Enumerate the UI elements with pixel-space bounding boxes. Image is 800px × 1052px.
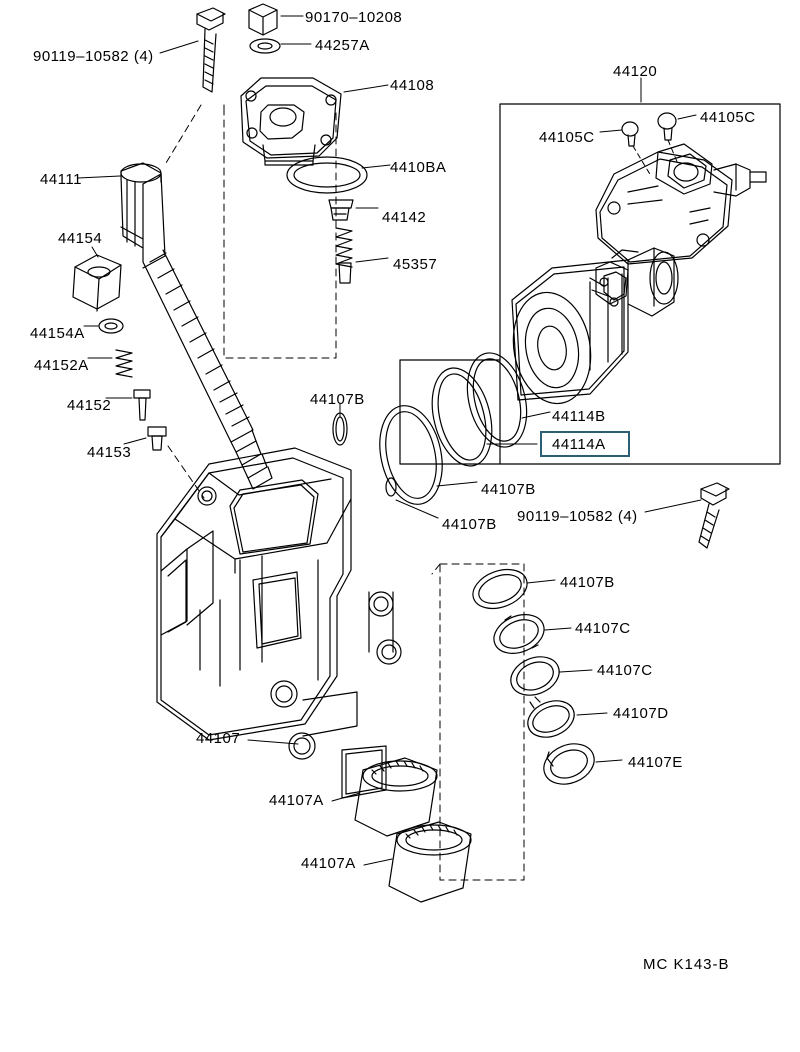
bolt-90119-10582-right: [699, 483, 729, 548]
part-44153-plug: [148, 427, 166, 450]
part-44152A-spring: [116, 350, 132, 377]
part-44107B-ring-small: [333, 413, 347, 445]
part-44120-piston: [505, 248, 678, 410]
oring-4410BA: [287, 157, 367, 193]
part-label-44107B-shaft: 44107B: [310, 391, 365, 408]
part-44154-bushing: [73, 255, 121, 311]
part-44114A-oring: [423, 362, 502, 473]
part-label-44107B-marker: 44107B: [442, 516, 497, 533]
part-44111-worm-shaft: [121, 163, 272, 489]
part-44107C-seal-1: [488, 608, 550, 661]
part-label-44107E: 44107E: [628, 754, 683, 771]
part-label-44108: 44108: [390, 77, 435, 94]
part-label-44107: 44107: [196, 730, 241, 747]
part-label-44152: 44152: [67, 397, 112, 414]
part-label-44114A: 44114A: [552, 436, 606, 453]
part-label-44153: 44153: [87, 444, 132, 461]
part-label-90119-10582-right: 90119–10582 (4): [517, 508, 638, 525]
part-label-90119-10582-top: 90119–10582 (4): [33, 48, 154, 65]
part-44107B-marker: [386, 478, 396, 496]
part-44108-cover: [241, 78, 341, 165]
part-44107E-seal: [538, 737, 600, 792]
plug-44142: [329, 200, 353, 220]
part-44154A-oring: [99, 319, 123, 333]
spring-45357: [336, 228, 352, 283]
part-label-44152A: 44152A: [34, 357, 89, 374]
part-label-44257A: 44257A: [315, 37, 370, 54]
part-label-44107B-kit: 44107B: [560, 574, 615, 591]
part-44105C-top: [658, 113, 676, 140]
part-label-44107C-1: 44107C: [575, 620, 631, 637]
part-label-44105C-left: 44105C: [539, 129, 595, 146]
part-44107A-bushing-1: [355, 758, 437, 836]
part-44107D-snap-ring: [522, 694, 579, 744]
part-label-44107B-ring: 44107B: [481, 481, 536, 498]
part-label-44154A: 44154A: [30, 325, 85, 342]
part-label-45357: 45357: [393, 256, 438, 273]
part-label-4410BA: 4410BA: [390, 159, 447, 176]
part-44120-valve-body: [596, 144, 766, 264]
part-44105C-left: [622, 122, 638, 146]
nut-90170-10208: [249, 4, 277, 35]
bolt-90119-10582-top: [197, 8, 225, 92]
part-label-44107C-2: 44107C: [597, 662, 653, 679]
part-44152-bolt: [134, 390, 150, 420]
part-44107B-seal: [468, 563, 533, 616]
part-label-44107A-1: 44107A: [269, 792, 324, 809]
part-label-44142: 44142: [382, 209, 427, 226]
washer-44257A: [250, 39, 280, 53]
diagram-footer-code: MC K143-B: [643, 956, 730, 973]
part-label-44154: 44154: [58, 230, 103, 247]
part-44107C-seal-2: [505, 650, 565, 702]
part-label-44114B: 44114B: [552, 408, 606, 425]
part-label-44120: 44120: [613, 63, 658, 80]
part-label-44111: 44111: [40, 171, 82, 188]
part-44107-housing: [157, 448, 401, 798]
part-label-90170-10208: 90170–10208: [305, 9, 403, 26]
part-label-44107D: 44107D: [613, 705, 669, 722]
part-label-44107A-2: 44107A: [301, 855, 356, 872]
part-label-44105C-right: 44105C: [700, 109, 756, 126]
seal-kit-dashed-box: [432, 564, 524, 880]
part-44107A-bushing-2: [389, 822, 471, 902]
